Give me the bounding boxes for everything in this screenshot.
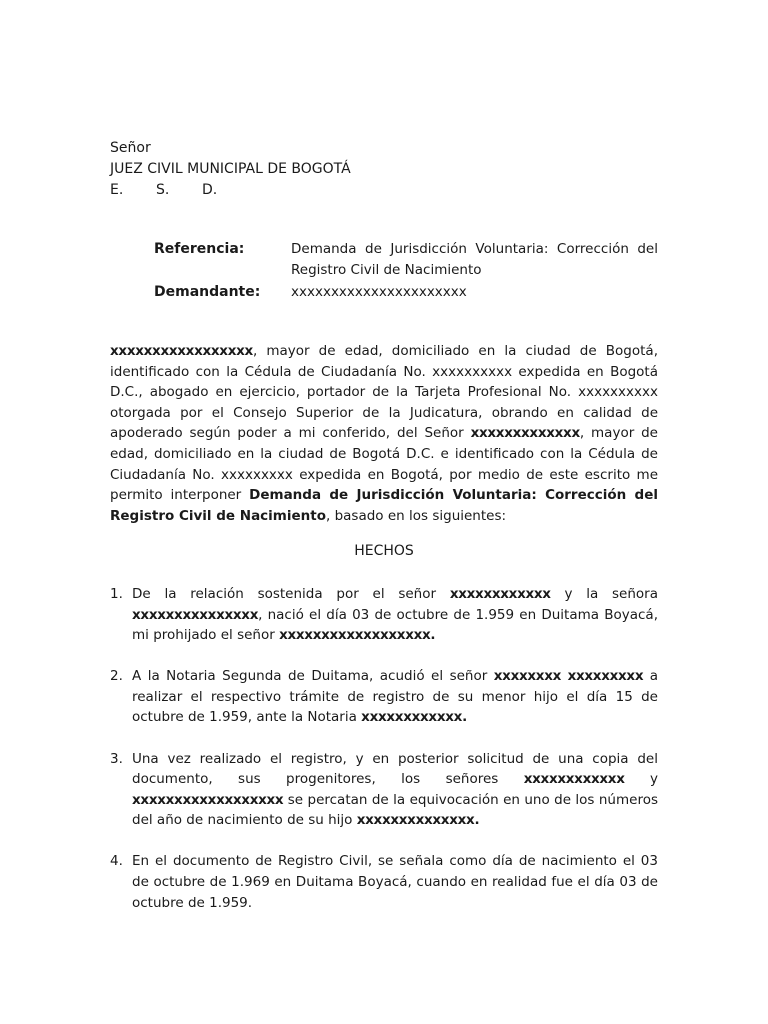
fact-text-part: y bbox=[624, 771, 658, 788]
fact-number: 1. bbox=[110, 586, 123, 602]
facts-heading: HECHOS bbox=[354, 543, 414, 559]
fact-text-part: Una vez realizado el registro, y en posterior solicitud de una copia del documento, sus progenitores, los señores bbox=[132, 750, 658, 788]
fact-text bbox=[132, 666, 658, 728]
fact-text-part: se percatan de la equivocación en uno de los números del año de nacimiento de su hijo bbox=[132, 791, 658, 829]
fact-item-1 bbox=[110, 584, 658, 646]
intro-text-2: , mayor de edad, domiciliado en la ciudad de Bogotá D.C. e identificado con la Cédula de Ciudadanía No. xxxxxxxxx expedida en Bogotá, por medio de este escrito me permito interponer bbox=[110, 425, 658, 504]
fact-number: 4. bbox=[110, 853, 123, 870]
redacted-name: xxxxxxxxxxxxxxxxxx bbox=[132, 791, 284, 808]
esd-s: S. bbox=[156, 182, 170, 198]
addressee-block bbox=[110, 138, 351, 201]
plaintiff-row bbox=[154, 282, 658, 303]
salutation: Señor bbox=[110, 140, 151, 156]
fact-text: En el documento de Registro Civil, se señala como día de nacimiento el 03 de octubre de 1.969 en Duitama Boyacá, cuando en realidad fue el día 03 de octubre de 1.959. bbox=[132, 853, 658, 911]
redacted-name: xxxxxxxxxxxx. bbox=[361, 709, 467, 726]
redacted-name: xxxxxxxxxxxx bbox=[523, 771, 625, 788]
fact-text bbox=[132, 749, 658, 831]
redacted-name: xxxxxxxxxxxx bbox=[449, 586, 551, 602]
facts-list bbox=[110, 584, 658, 934]
intro-text-3: , basado en los siguientes: bbox=[326, 507, 507, 524]
fact-item-2 bbox=[110, 666, 658, 728]
plaintiff-label: Demandante: bbox=[154, 284, 261, 300]
fact-text-part: A la Notaria Segunda de Duitama, acudió el señor bbox=[132, 668, 494, 685]
fact-item-3 bbox=[110, 749, 658, 831]
fact-text-part: a realizar el respectivo trámite de registro de su menor hijo el día 15 de octubre de 1.959, ante la Notaria bbox=[132, 668, 658, 726]
reference-block bbox=[154, 239, 658, 303]
attorney-name: xxxxxxxxxxxxxxxxx bbox=[110, 343, 253, 359]
reference-row bbox=[154, 239, 658, 281]
esd-e: E. bbox=[110, 182, 124, 198]
intro-text-1: , mayor de edad, domiciliado en la ciudad de Bogotá, identificado con la Cédula de Ciudadanía No. xxxxxxxxxx expedida en Bogotá D.C., abogado en ejercicio, portador de la Tarjeta Profesional No. xxxxxxxxxx otorgada por el Consejo Superior de la Judicatura, obrando en calidad de apoderado según poder a mi conferido, del Señor bbox=[110, 343, 658, 442]
judge-title: JUEZ CIVIL MUNICIPAL DE BOGOTÁ bbox=[110, 161, 351, 177]
plaintiff-value: xxxxxxxxxxxxxxxxxxxxxx bbox=[291, 284, 467, 300]
fact-number: 2. bbox=[110, 668, 123, 685]
fact-text-part: , nació el día 03 de octubre de 1.959 en Duitama Boyacá, mi prohijado el señor bbox=[132, 606, 658, 644]
esd-line bbox=[110, 180, 351, 201]
esd-d: D. bbox=[202, 182, 218, 198]
fact-text-part: y la señora bbox=[550, 586, 658, 602]
fact-text bbox=[132, 584, 658, 646]
client-name: xxxxxxxxxxxxx bbox=[470, 425, 580, 442]
redacted-name: xxxxxxxx xxxxxxxxx bbox=[493, 668, 644, 685]
claim-title: Demanda de Jurisdicción Voluntaria: Corrección del Registro Civil de Nacimiento bbox=[110, 487, 658, 524]
redacted-name: xxxxxxxxxxxxxx. bbox=[356, 812, 480, 829]
intro-paragraph bbox=[110, 341, 658, 526]
redacted-name: xxxxxxxxxxxxxxx bbox=[132, 606, 259, 623]
fact-text-part: De la relación sostenida por el señor bbox=[132, 586, 450, 602]
reference-label: Referencia: bbox=[154, 241, 245, 257]
reference-value: Demanda de Jurisdicción Voluntaria: Corrección del Registro Civil de Nacimiento bbox=[291, 241, 658, 278]
fact-number: 3. bbox=[110, 750, 123, 767]
fact-item-4 bbox=[110, 851, 658, 913]
redacted-name: xxxxxxxxxxxxxxxxxx. bbox=[279, 627, 436, 644]
